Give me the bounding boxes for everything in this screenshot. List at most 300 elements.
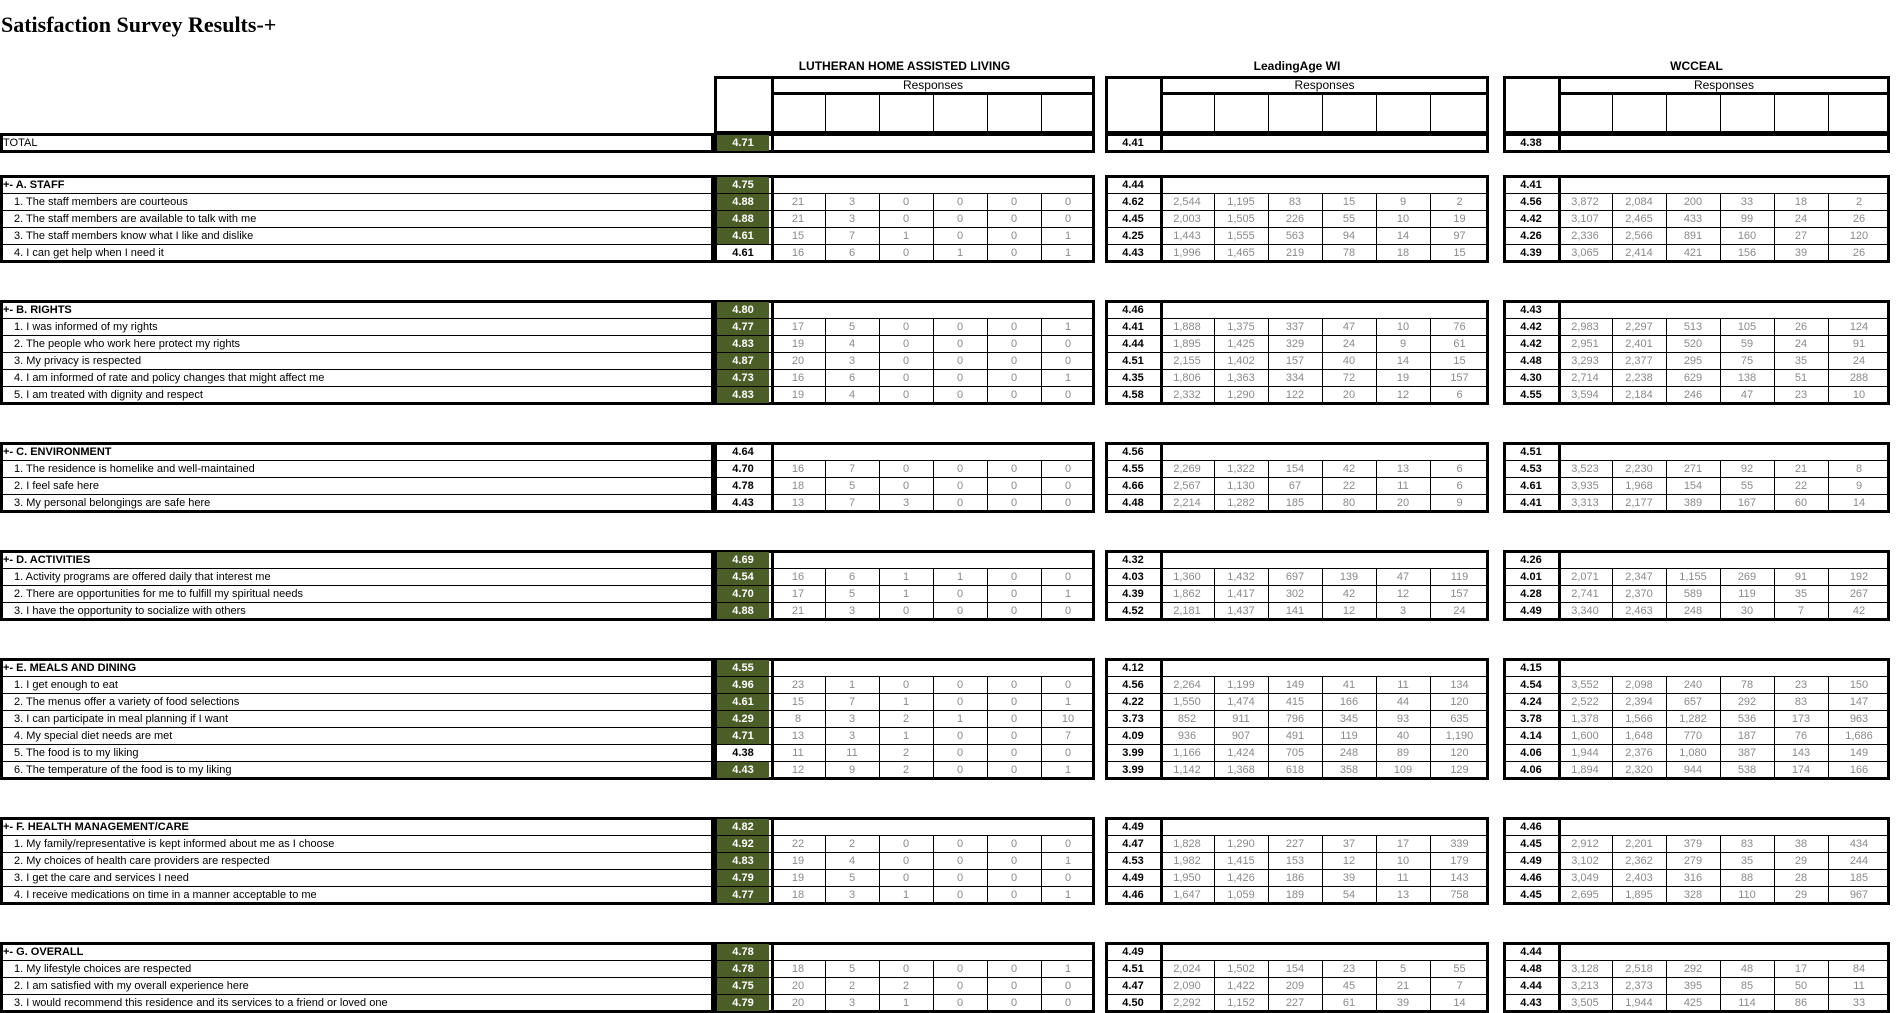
response-column-divider	[1612, 961, 1613, 1012]
response-count-cell: 3	[848, 213, 856, 225]
score-divider	[1558, 133, 1561, 153]
response-count-cell: 269	[1737, 571, 1757, 583]
score-cell: 4.83	[717, 853, 769, 869]
response-count-cell: 173	[1791, 713, 1811, 725]
response-count-cell: 26	[1794, 321, 1808, 333]
score-cell: 4.56	[1122, 446, 1144, 458]
response-column-divider	[1720, 569, 1721, 620]
response-column-divider	[1666, 461, 1667, 512]
score-cell: 4.42	[1520, 321, 1542, 333]
response-count-cell: 1	[1064, 696, 1072, 708]
response-count-cell: 41	[1342, 679, 1356, 691]
response-count-cell: 209	[1285, 980, 1305, 992]
score-cell: 4.26	[1520, 230, 1542, 242]
response-count-cell: 1	[1064, 372, 1072, 384]
response-count-cell: 0	[1010, 196, 1018, 208]
response-count-cell: 963	[1849, 713, 1869, 725]
response-count-cell: 21	[791, 605, 805, 617]
response-count-cell: 248	[1683, 605, 1703, 617]
score-cell: 4.43	[717, 762, 769, 778]
response-count-cell: 83	[1288, 196, 1302, 208]
score-cell: 3.78	[1520, 713, 1542, 725]
response-count-cell: 2,544	[1173, 196, 1201, 208]
response-count-cell: 153	[1285, 855, 1305, 867]
response-count-cell: 248	[1339, 747, 1359, 759]
score-cell: 4.46	[1122, 889, 1144, 901]
response-column-divider	[933, 569, 934, 620]
response-count-cell: 6	[1456, 463, 1463, 475]
response-count-cell: 0	[956, 480, 964, 492]
response-count-cell: 2,741	[1571, 588, 1599, 600]
response-count-cell: 2,370	[1625, 588, 1653, 600]
section-title: +- C. ENVIRONMENT	[3, 446, 112, 458]
response-count-cell: 0	[902, 872, 910, 884]
question-label: 3. I can participate in meal planning if I want	[14, 713, 229, 725]
response-column-divider	[825, 961, 826, 1012]
score-cell: 4.54	[1520, 679, 1542, 691]
response-count-cell: 1,282	[1227, 497, 1255, 509]
score-cell: 4.24	[1520, 696, 1542, 708]
score-cell: 4.51	[1122, 963, 1144, 975]
response-count-cell: 27	[1794, 230, 1808, 242]
response-column-divider	[1214, 93, 1215, 132]
response-count-cell: 0	[1064, 355, 1072, 367]
response-count-cell: 1	[902, 588, 910, 600]
response-count-cell: 6	[1456, 480, 1463, 492]
response-column-divider	[1376, 93, 1377, 132]
response-count-cell: 1,080	[1679, 747, 1707, 759]
response-column-divider	[1666, 569, 1667, 620]
response-count-cell: 18	[1794, 196, 1808, 208]
score-cell: 4.49	[1122, 872, 1144, 884]
score-cell: 4.41	[1520, 179, 1542, 191]
response-count-cell: 339	[1450, 838, 1469, 850]
response-count-cell: 22	[1342, 480, 1356, 492]
response-count-cell: 120	[1450, 696, 1469, 708]
response-count-cell: 15	[1342, 196, 1356, 208]
score-cell: 4.61	[717, 694, 769, 710]
response-count-cell: 1	[902, 696, 910, 708]
response-count-cell: 19	[791, 338, 805, 350]
response-count-cell: 705	[1285, 747, 1305, 759]
response-count-cell: 0	[1010, 230, 1018, 242]
response-count-cell: 0	[956, 321, 964, 333]
response-count-cell: 8	[1855, 463, 1863, 475]
response-count-cell: 42	[1852, 605, 1866, 617]
response-column-divider	[1666, 93, 1667, 132]
response-count-cell: 40	[1396, 730, 1410, 742]
response-count-cell: 936	[1177, 730, 1197, 742]
response-count-cell: 39	[1342, 872, 1356, 884]
response-count-cell: 11	[792, 747, 804, 759]
response-column-divider	[825, 93, 826, 132]
response-count-cell: 0	[1064, 872, 1072, 884]
score-cell: 4.53	[1122, 855, 1144, 867]
score-cell: 4.71	[717, 135, 769, 151]
response-count-cell: 5	[848, 321, 856, 333]
question-label: 1. I was informed of my rights	[14, 321, 158, 333]
response-count-cell: 0	[1010, 730, 1018, 742]
score-cell: 4.62	[1122, 196, 1144, 208]
response-count-cell: 12	[1342, 605, 1356, 617]
response-count-cell: 0	[1010, 389, 1018, 401]
response-count-cell: 3,213	[1571, 980, 1599, 992]
response-count-cell: 23	[1342, 963, 1356, 975]
score-cell: 4.75	[717, 177, 769, 193]
response-count-cell: 379	[1683, 838, 1703, 850]
response-count-cell: 907	[1231, 730, 1251, 742]
response-count-cell: 618	[1285, 764, 1305, 776]
response-count-cell: 0	[956, 355, 964, 367]
response-count-cell: 0	[1010, 571, 1018, 583]
response-count-cell: 78	[1342, 247, 1356, 259]
question-label: 6. The temperature of the food is to my liking	[14, 764, 232, 776]
response-count-cell: 2,264	[1173, 679, 1201, 691]
score-cell: 3.99	[1122, 747, 1144, 759]
question-label: 2. The menus offer a variety of food selections	[14, 696, 240, 708]
response-count-cell: 24	[1794, 213, 1808, 225]
response-count-cell: 119	[1738, 588, 1756, 600]
response-count-cell: 3,128	[1571, 963, 1599, 975]
response-count-cell: 2,463	[1625, 605, 1653, 617]
score-cell: 4.79	[717, 995, 769, 1011]
score-cell: 4.25	[1122, 230, 1144, 242]
score-cell: 4.49	[1520, 605, 1542, 617]
response-column-divider	[933, 461, 934, 512]
response-count-cell: 85	[1740, 980, 1754, 992]
total-label: TOTAL	[3, 137, 38, 149]
response-count-cell: 1	[1064, 588, 1072, 600]
response-count-cell: 10	[1396, 213, 1410, 225]
response-count-cell: 1,432	[1227, 571, 1255, 583]
response-count-cell: 329	[1285, 338, 1305, 350]
response-count-cell: 185	[1849, 872, 1869, 884]
row-divider	[1, 477, 714, 478]
response-count-cell: 1,474	[1227, 696, 1255, 708]
group-block	[1503, 133, 1890, 153]
response-count-cell: 143	[1450, 872, 1469, 884]
response-count-cell: 23	[791, 679, 805, 691]
score-cell: 4.96	[717, 677, 769, 693]
response-count-cell: 1,155	[1679, 571, 1707, 583]
response-count-cell: 124	[1849, 321, 1869, 333]
response-column-divider	[1041, 961, 1042, 1012]
response-count-cell: 2,292	[1173, 997, 1201, 1009]
response-column-divider	[1774, 93, 1775, 132]
response-count-cell: 337	[1285, 321, 1305, 333]
response-column-divider	[1828, 569, 1829, 620]
section-title: +- B. RIGHTS	[3, 304, 72, 316]
response-count-cell: 59	[1740, 338, 1754, 350]
response-count-cell: 1,360	[1173, 571, 1201, 583]
response-count-cell: 8	[794, 713, 802, 725]
score-cell: 4.44	[1122, 179, 1144, 191]
question-label: 3. I would recommend this residence and its services to a friend or loved one	[14, 997, 388, 1009]
response-count-cell: 7	[1797, 605, 1805, 617]
response-count-cell: 1,502	[1227, 963, 1255, 975]
response-column-divider	[1041, 569, 1042, 620]
response-count-cell: 157	[1450, 372, 1469, 384]
response-count-cell: 3	[848, 889, 856, 901]
question-label: 5. The food is to my liking	[14, 747, 139, 759]
response-count-cell: 6	[848, 247, 856, 259]
response-count-cell: 697	[1285, 571, 1305, 583]
score-cell: 4.41	[1520, 497, 1542, 509]
response-count-cell: 1,363	[1227, 372, 1255, 384]
response-column-divider	[933, 194, 934, 262]
response-count-cell: 316	[1683, 872, 1703, 884]
response-count-cell: 83	[1794, 696, 1808, 708]
response-column-divider	[879, 569, 880, 620]
response-count-cell: 42	[1342, 588, 1356, 600]
response-count-cell: 119	[1450, 571, 1469, 583]
response-count-cell: 0	[956, 889, 964, 901]
response-count-cell: 61	[1453, 338, 1466, 350]
response-count-cell: 288	[1849, 372, 1869, 384]
response-count-cell: 21	[1396, 980, 1410, 992]
response-column-divider	[1041, 461, 1042, 512]
response-count-cell: 75	[1740, 355, 1754, 367]
response-count-cell: 15	[1453, 247, 1466, 259]
response-count-cell: 1,566	[1625, 713, 1653, 725]
response-count-cell: 0	[1010, 764, 1018, 776]
score-cell: 4.43	[732, 497, 754, 509]
response-count-cell: 7	[848, 497, 856, 509]
response-count-cell: 5	[848, 480, 856, 492]
response-count-cell: 47	[1396, 571, 1410, 583]
response-count-cell: 3,049	[1571, 872, 1599, 884]
response-column-divider	[879, 93, 880, 132]
response-column-divider	[1720, 461, 1721, 512]
response-count-cell: 160	[1737, 230, 1757, 242]
response-count-cell: 186	[1285, 872, 1305, 884]
score-cell: 4.32	[1122, 554, 1144, 566]
response-count-cell: 415	[1285, 696, 1305, 708]
response-count-cell: 11	[1853, 980, 1865, 992]
response-count-cell: 22	[1794, 480, 1808, 492]
response-column-divider	[1376, 194, 1377, 262]
response-count-cell: 2,377	[1625, 355, 1653, 367]
response-count-cell: 3	[848, 730, 856, 742]
response-count-cell: 138	[1737, 372, 1757, 384]
response-count-cell: 1,322	[1227, 463, 1255, 475]
response-count-cell: 1	[1064, 855, 1072, 867]
response-count-cell: 1,996	[1173, 247, 1201, 259]
response-column-divider	[1322, 93, 1323, 132]
response-column-divider	[1268, 569, 1269, 620]
response-column-divider	[825, 194, 826, 262]
response-count-cell: 1,190	[1445, 730, 1474, 742]
score-cell: 4.45	[1520, 838, 1542, 850]
response-column-divider	[1041, 93, 1042, 132]
response-count-cell: 13	[791, 497, 805, 509]
response-count-cell: 17	[791, 321, 805, 333]
response-count-cell: 1	[1064, 963, 1072, 975]
response-count-cell: 0	[956, 213, 964, 225]
response-count-cell: 21	[791, 196, 805, 208]
response-count-cell: 19	[1453, 213, 1466, 225]
response-count-cell: 1	[956, 571, 964, 583]
response-count-cell: 635	[1450, 713, 1469, 725]
response-count-cell: 15	[1453, 355, 1466, 367]
response-count-cell: 0	[1064, 747, 1072, 759]
response-count-cell: 150	[1849, 679, 1869, 691]
response-count-cell: 0	[956, 679, 964, 691]
response-column-divider	[987, 961, 988, 1012]
response-count-cell: 9	[1855, 480, 1863, 492]
response-count-cell: 10	[1396, 855, 1410, 867]
response-count-cell: 17	[1396, 838, 1410, 850]
response-count-cell: 11	[1397, 872, 1409, 884]
response-count-cell: 105	[1737, 321, 1757, 333]
response-count-cell: 1,686	[1845, 730, 1873, 742]
score-cell: 4.56	[1122, 679, 1144, 691]
response-count-cell: 1,828	[1173, 838, 1201, 850]
response-count-cell: 7	[1064, 730, 1072, 742]
section-title: +- E. MEALS AND DINING	[3, 662, 137, 674]
score-cell: 4.41	[1122, 321, 1144, 333]
response-count-cell: 3	[902, 497, 910, 509]
response-count-cell: 35	[1794, 355, 1808, 367]
response-column-divider	[1774, 569, 1775, 620]
question-label: 2. The people who work here protect my rights	[14, 338, 241, 350]
response-count-cell: 0	[902, 355, 910, 367]
score-cell: 4.44	[1520, 946, 1542, 958]
response-count-cell: 141	[1285, 605, 1305, 617]
group-header: LeadingAge WI	[1253, 59, 1341, 73]
response-count-cell: 271	[1683, 463, 1703, 475]
response-count-cell: 295	[1683, 355, 1703, 367]
score-cell: 4.55	[1520, 389, 1542, 401]
response-count-cell: 0	[1010, 980, 1018, 992]
response-column-divider	[1720, 93, 1721, 132]
response-count-cell: 2,177	[1625, 497, 1653, 509]
score-cell: 4.42	[1520, 338, 1542, 350]
response-count-cell: 21	[1794, 463, 1808, 475]
response-count-cell: 2,465	[1625, 213, 1653, 225]
score-cell: 4.47	[1122, 980, 1144, 992]
score-cell: 4.49	[1122, 821, 1144, 833]
response-column-divider	[1268, 461, 1269, 512]
response-count-cell: 1,443	[1173, 230, 1201, 242]
response-count-cell: 3,935	[1571, 480, 1599, 492]
score-cell: 4.77	[717, 319, 769, 335]
response-count-cell: 5	[848, 588, 856, 600]
score-cell: 4.41	[1122, 137, 1144, 149]
response-count-cell: 4	[848, 338, 856, 350]
response-count-cell: 0	[956, 696, 964, 708]
response-count-cell: 189	[1285, 889, 1305, 901]
response-count-cell: 12	[791, 764, 805, 776]
response-count-cell: 3,594	[1571, 389, 1599, 401]
responses-label: Responses	[771, 78, 1095, 95]
response-count-cell: 1,806	[1173, 372, 1201, 384]
response-count-cell: 292	[1683, 963, 1703, 975]
response-count-cell: 94	[1342, 230, 1356, 242]
response-count-cell: 40	[1342, 355, 1356, 367]
response-count-cell: 227	[1285, 997, 1305, 1009]
response-count-cell: 1,130	[1227, 480, 1255, 492]
question-label: 3. The staff members know what I like and dislike	[14, 230, 254, 242]
response-count-cell: 0	[902, 679, 910, 691]
score-cell: 4.56	[1520, 196, 1542, 208]
response-count-cell: 0	[1064, 980, 1072, 992]
response-count-cell: 2,714	[1571, 372, 1599, 384]
response-count-cell: 2,336	[1571, 230, 1599, 242]
response-count-cell: 0	[1010, 838, 1018, 850]
response-count-cell: 80	[1342, 497, 1356, 509]
response-column-divider	[1430, 194, 1431, 262]
response-count-cell: 796	[1285, 713, 1305, 725]
response-column-divider	[1376, 461, 1377, 512]
response-column-divider	[1666, 961, 1667, 1012]
response-count-cell: 14	[1453, 997, 1466, 1009]
response-count-cell: 1	[902, 889, 910, 901]
score-cell: 4.64	[732, 446, 754, 458]
response-count-cell: 18	[791, 889, 805, 901]
response-count-cell: 0	[902, 855, 910, 867]
response-count-cell: 0	[902, 247, 910, 259]
response-count-cell: 1,888	[1173, 321, 1201, 333]
response-count-cell: 0	[956, 605, 964, 617]
response-count-cell: 2,376	[1625, 747, 1653, 759]
score-cell: 4.69	[717, 552, 769, 568]
response-count-cell: 1,195	[1227, 196, 1255, 208]
response-count-cell: 44	[1396, 696, 1410, 708]
response-count-cell: 1	[902, 997, 910, 1009]
response-count-cell: 0	[1064, 480, 1072, 492]
response-count-cell: 657	[1683, 696, 1703, 708]
response-count-cell: 219	[1285, 247, 1305, 259]
score-cell: 4.14	[1520, 730, 1542, 742]
response-count-cell: 246	[1683, 389, 1703, 401]
response-count-cell: 18	[791, 963, 805, 975]
response-column-divider	[1612, 569, 1613, 620]
response-count-cell: 1,402	[1227, 355, 1255, 367]
score-cell: 4.46	[1520, 872, 1542, 884]
question-label: 2. I feel safe here	[14, 480, 99, 492]
response-count-cell: 0	[1010, 480, 1018, 492]
response-count-cell: 2,320	[1625, 764, 1653, 776]
response-column-divider	[1720, 194, 1721, 262]
response-count-cell: 2,269	[1173, 463, 1201, 475]
response-count-cell: 9	[1456, 497, 1463, 509]
response-count-cell: 2,003	[1173, 213, 1201, 225]
response-count-cell: 9	[1399, 338, 1407, 350]
section-title: +- F. HEALTH MANAGEMENT/CARE	[3, 821, 189, 833]
response-column-divider	[933, 93, 934, 132]
response-column-divider	[1322, 961, 1323, 1012]
response-count-cell: 1,199	[1227, 679, 1255, 691]
response-column-divider	[1828, 961, 1829, 1012]
response-column-divider	[1430, 836, 1431, 904]
response-column-divider	[1430, 461, 1431, 512]
response-count-cell: 14	[1396, 355, 1410, 367]
response-count-cell: 2,373	[1625, 980, 1653, 992]
response-column-divider	[987, 93, 988, 132]
response-column-divider	[825, 569, 826, 620]
responses-label: Responses	[1558, 78, 1890, 95]
response-count-cell: 3,107	[1571, 213, 1599, 225]
response-count-cell: 157	[1450, 588, 1469, 600]
response-count-cell: 33	[1852, 997, 1866, 1009]
score-cell: 4.92	[717, 836, 769, 852]
response-count-cell: 328	[1683, 889, 1703, 901]
response-column-divider	[1322, 194, 1323, 262]
response-count-cell: 334	[1285, 372, 1305, 384]
response-count-cell: 2,567	[1173, 480, 1201, 492]
response-column-divider	[1268, 194, 1269, 262]
